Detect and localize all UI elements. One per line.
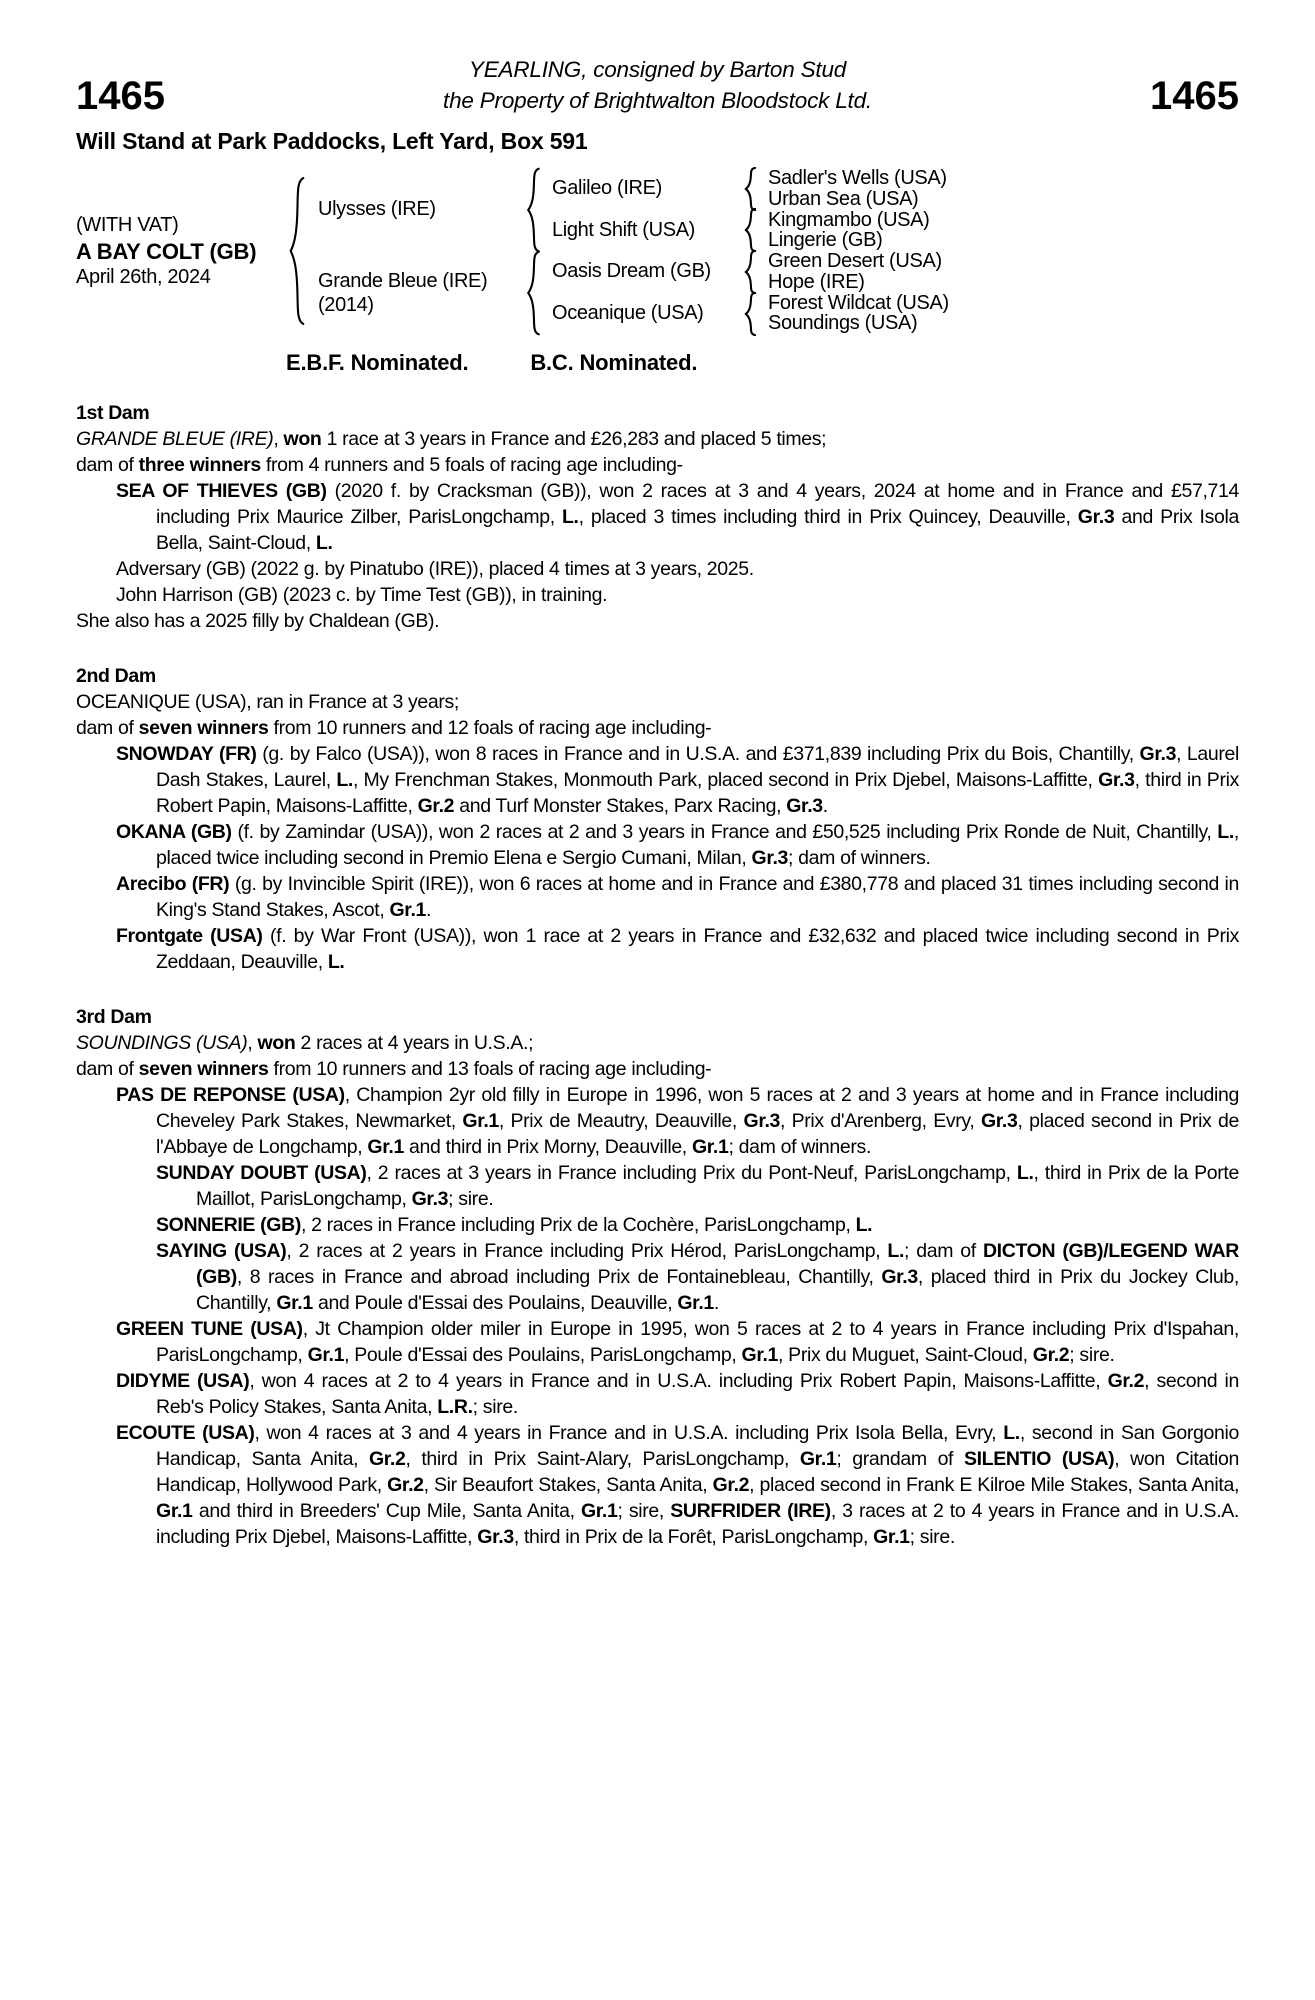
- text-run: , third in Prix de la Porte Maillot, ParisLongchamp,: [196, 1162, 1239, 1211]
- text-run: and Poule d'Essai des Poulains, Deauville,: [312, 1292, 678, 1315]
- text-run: Frontgate (USA): [116, 925, 263, 948]
- subject-horse-name: A BAY COLT (GB): [76, 238, 257, 264]
- text-run: dam of: [76, 454, 139, 477]
- text-run: Gr.1: [799, 1448, 837, 1471]
- granddam-name: Light Shift (USA): [552, 218, 695, 241]
- text-run: , Jt Champion older miler in Europe in 1995, won 5 races at 2 to 4 years in France including Prix d'Ispahan, ParisLongchamp,: [156, 1318, 1239, 1367]
- text-run: Gr.1: [580, 1500, 618, 1523]
- text-run: (g. by Invincible Spirit (IRE)), won 6 races at home and in France and £380,778 and placed 31 times including second in King's Stand Stakes, Ascot,: [156, 873, 1239, 922]
- text-run: L.: [327, 951, 345, 974]
- text-run: Gr.1: [276, 1292, 313, 1315]
- text-run: Gr.1: [677, 1292, 714, 1315]
- text-run: (2020 f. by Cracksman (GB)), won 2 races at 3 and 4 years, 2024 at home and in France and £57,714 including Prix Maurice Zilber, ParisLongchamp,: [156, 480, 1239, 529]
- brace-icon: [744, 292, 768, 336]
- text-run: , Laurel Dash Stakes, Laurel,: [156, 743, 1239, 792]
- section-heading: 3rd Dam: [76, 1006, 152, 1029]
- grandsire-name: Oasis Dream (GB): [552, 260, 711, 283]
- text-run: L.: [315, 532, 333, 555]
- text-run: Gr.2: [1107, 1370, 1145, 1393]
- brace-icon: [744, 250, 768, 294]
- brace-icon: [526, 167, 552, 253]
- lot-number-right: 1465: [1150, 74, 1239, 118]
- text-run: from 10 runners and 12 foals of racing age including-: [268, 717, 712, 740]
- text-run: , Sir Beaufort Stakes, Santa Anita,: [423, 1474, 713, 1497]
- pedigree-text-paragraph: [76, 1160, 1239, 1212]
- text-run: , third in Prix de la Forêt, ParisLongchamp,: [513, 1526, 874, 1549]
- dam-section: [76, 1004, 1239, 1550]
- text-run: ECOUTE (USA): [116, 1422, 255, 1445]
- text-run: , placed 3 times including third in Prix Quincey, Deauville,: [578, 506, 1078, 529]
- text-run: L.: [855, 1214, 873, 1237]
- text-run: Gr.1: [462, 1110, 499, 1133]
- consignor-line: YEARLING, consigned by Barton Stud: [468, 57, 847, 82]
- pedigree-text-paragraph: [76, 1082, 1239, 1160]
- text-run: three winners: [138, 454, 261, 477]
- text-run: Gr.3: [881, 1266, 918, 1289]
- pedigree-text-paragraph: [76, 871, 1239, 923]
- ebf-nominated-label: E.B.F. Nominated.: [286, 350, 469, 376]
- text-run: L.R.: [437, 1396, 473, 1419]
- text-run: GRANDE BLEUE (IRE): [76, 428, 274, 451]
- pedigree-text-paragraph: [76, 819, 1239, 871]
- text-run: L.: [1217, 821, 1234, 844]
- pedigree-text-paragraph: [76, 741, 1239, 819]
- text-run: Gr.2: [712, 1474, 750, 1497]
- bc-nominated-label: B.C. Nominated.: [530, 350, 698, 376]
- pedigree-table: [76, 168, 1239, 334]
- dam-section: [76, 400, 1239, 634]
- text-run: L.: [562, 506, 579, 529]
- text-run: Gr.2: [417, 795, 455, 818]
- pedigree-text-paragraph: [76, 478, 1239, 556]
- grandsire-name: Galileo (IRE): [552, 177, 662, 200]
- text-run: Gr.3: [751, 847, 789, 870]
- ancestor-name: Kingmambo (USA): [768, 208, 930, 231]
- text-run: ; dam of winners.: [728, 1136, 872, 1159]
- text-run: Gr.2: [1032, 1344, 1070, 1367]
- pedigree-text-paragraph: [76, 582, 1239, 608]
- text-run: Gr.3: [1139, 743, 1177, 766]
- text-run: DIDYME (USA): [116, 1370, 250, 1393]
- text-run: L.: [887, 1240, 905, 1263]
- text-run: ,: [247, 1032, 258, 1055]
- text-run: SOUNDINGS (USA): [76, 1032, 248, 1055]
- text-run: She also has a 2025 filly by Chaldean (GB).: [76, 610, 440, 633]
- text-run: Gr.2: [387, 1474, 424, 1497]
- text-run: , 2 races at 3 years in France including Prix du Pont-Neuf, ParisLongchamp,: [366, 1162, 1017, 1185]
- subject-horse-block: [76, 213, 288, 290]
- ancestor-name: Lingerie (GB): [768, 229, 883, 252]
- text-run: , third in Prix Saint-Alary, ParisLongchamp,: [405, 1448, 800, 1471]
- text-run: OKANA (GB): [116, 821, 232, 844]
- text-run: ; grandam of: [836, 1448, 964, 1471]
- text-run: L.: [336, 769, 353, 792]
- text-run: , Prix d'Arenberg, Evry,: [780, 1110, 981, 1133]
- brace-icon: [744, 208, 768, 252]
- dam-sections: [76, 400, 1239, 1550]
- text-run: Gr.1: [367, 1136, 404, 1159]
- text-run: .: [713, 1292, 719, 1315]
- text-run: Gr.1: [389, 899, 427, 922]
- ancestor-name: Urban Sea (USA): [768, 187, 919, 210]
- text-run: SURFRIDER (IRE): [670, 1500, 831, 1523]
- pedigree-text-paragraph: [76, 1316, 1239, 1368]
- text-run: , Prix de Meautry, Deauville,: [498, 1110, 744, 1133]
- pedigree-text-paragraph: [76, 923, 1239, 975]
- text-run: , My Frenchman Stakes, Monmouth Park, placed second in Prix Djebel, Maisons-Laffitte,: [352, 769, 1099, 792]
- pedigree-text-paragraph: [76, 426, 1239, 452]
- text-run: , Prix du Muguet, Saint-Cloud,: [778, 1344, 1033, 1367]
- text-run: , placed third in Prix du Jockey Club, Chantilly,: [196, 1266, 1239, 1315]
- text-run: Gr.2: [368, 1448, 406, 1471]
- granddam-name: Oceanique (USA): [552, 302, 704, 325]
- section-heading: 1st Dam: [76, 402, 150, 425]
- sire-name: Ulysses (IRE): [318, 198, 436, 221]
- text-run: SEA OF THIEVES (GB): [116, 480, 327, 503]
- text-run: Gr.1: [156, 1500, 193, 1523]
- dam-year: (2014): [318, 293, 374, 316]
- text-run: ; sire.: [1069, 1344, 1115, 1367]
- text-run: (f. by Zamindar (USA)), won 2 races at 2 and 3 years in France and £50,525 including Prix Ronde de Nuit, Chantilly,: [231, 821, 1218, 844]
- text-run: (g. by Falco (USA)), won 8 races in France and in U.S.A. and £371,839 including Prix du Bois, Chantilly,: [256, 743, 1140, 766]
- text-run: ; sire.: [909, 1526, 955, 1549]
- text-run: from 4 runners and 5 foals of racing age including-: [260, 454, 683, 477]
- property-line: the Property of Brightwalton Bloodstock Ltd.: [443, 88, 872, 113]
- foaling-date: April 26th, 2024: [76, 265, 211, 288]
- text-run: Gr.3: [786, 795, 823, 818]
- text-run: and Turf Monster Stakes, Parx Racing,: [454, 795, 787, 818]
- ancestor-name: Forest Wildcat (USA): [768, 291, 949, 314]
- text-run: Gr.3: [1098, 769, 1135, 792]
- text-run: SNOWDAY (FR): [116, 743, 257, 766]
- text-run: won: [283, 428, 322, 451]
- text-run: 1 race at 3 years in France and £26,283 and placed 5 times;: [321, 428, 827, 451]
- text-run: dam of: [76, 1058, 139, 1081]
- text-run: , 2 races at 2 years in France including Prix Hérod, ParisLongchamp,: [286, 1240, 888, 1263]
- ancestor-name: Green Desert (USA): [768, 250, 942, 273]
- ancestor-name: Sadler's Wells (USA): [768, 166, 947, 189]
- text-run: SAYING (USA): [156, 1240, 287, 1263]
- text-run: SONNERIE (GB): [156, 1214, 301, 1237]
- text-run: seven winners: [138, 1058, 269, 1081]
- text-run: , placed twice including second in Premio Elena e Sergio Cumani, Milan,: [156, 821, 1239, 870]
- text-run: .: [822, 795, 828, 818]
- ancestor-name: Hope (IRE): [768, 270, 865, 293]
- text-run: ; dam of: [904, 1240, 983, 1263]
- text-run: won: [257, 1032, 296, 1055]
- text-run: John Harrison (GB) (2023 c. by Time Test (GB)), in training.: [116, 584, 608, 607]
- lot-number-left: 1465: [76, 74, 165, 118]
- pedigree-text-paragraph: [76, 1420, 1239, 1550]
- pedigree-text-paragraph: [76, 689, 1239, 715]
- text-run: , second in Reb's Policy Stakes, Santa Anita,: [156, 1370, 1239, 1419]
- text-run: , 3 races at 2 to 4 years in France and in U.S.A. including Prix Djebel, Maisons-Laffitte,: [156, 1500, 1239, 1549]
- text-run: ; sire.: [472, 1396, 518, 1419]
- text-run: , 8 races in France and abroad including Prix de Fontainebleau, Chantilly,: [236, 1266, 882, 1289]
- brace-icon: [744, 167, 768, 211]
- pedigree-text-paragraph: [76, 556, 1239, 582]
- text-run: PAS DE REPONSE (USA): [116, 1084, 345, 1107]
- text-run: SILENTIO (USA): [963, 1448, 1115, 1471]
- pedigree-text-paragraph: [76, 1056, 1239, 1082]
- text-run: ; dam of winners.: [788, 847, 931, 870]
- text-run: Gr.3: [1077, 506, 1115, 529]
- text-run: ; sire,: [617, 1500, 671, 1523]
- text-run: GREEN TUNE (USA): [116, 1318, 303, 1341]
- text-run: and Prix Isola Bella, Saint-Cloud,: [156, 506, 1239, 555]
- text-run: dam of: [76, 717, 139, 740]
- text-run: L.: [1016, 1162, 1034, 1185]
- text-run: Gr.1: [691, 1136, 729, 1159]
- dam-name: Grande Bleue (IRE): [318, 269, 488, 292]
- section-heading: 2nd Dam: [76, 665, 156, 688]
- stand-location-line: Will Stand at Park Paddocks, Left Yard, Box 591: [76, 128, 588, 154]
- text-run: Gr.3: [743, 1110, 781, 1133]
- text-run: seven winners: [138, 717, 269, 740]
- text-run: and third in Breeders' Cup Mile, Santa Anita,: [192, 1500, 581, 1523]
- text-run: Gr.1: [741, 1344, 779, 1367]
- text-run: , Poule d'Essai des Poulains, ParisLongchamp,: [344, 1344, 742, 1367]
- dam-section: [76, 663, 1239, 975]
- ancestor-name: Soundings (USA): [768, 312, 918, 335]
- text-run: (f. by War Front (USA)), won 1 race at 2 years in France and £32,632 and placed twice including second in Prix Zeddaan, Deauville,: [156, 925, 1239, 974]
- text-run: Gr.3: [477, 1526, 514, 1549]
- text-run: , won Citation Handicap, Hollywood Park,: [156, 1448, 1239, 1497]
- text-run: DICTON (GB)/LEGEND WAR (GB): [196, 1240, 1239, 1289]
- dam-name-block: [318, 269, 526, 317]
- text-run: Gr.3: [411, 1188, 449, 1211]
- text-run: from 10 runners and 13 foals of racing age including-: [268, 1058, 712, 1081]
- text-run: , Champion 2yr old filly in Europe in 1996, won 5 races at 2 and 3 years at home and in France including Cheveley Park Stakes, Newmarket,: [156, 1084, 1239, 1133]
- text-run: , placed second in Prix de l'Abbaye de Longchamp,: [156, 1110, 1239, 1159]
- text-run: Gr.1: [873, 1526, 910, 1549]
- pedigree-text-paragraph: [76, 452, 1239, 478]
- text-run: , 2 races in France including Prix de la Cochère, ParisLongchamp,: [300, 1214, 856, 1237]
- text-run: , won 4 races at 3 and 4 years in France and in U.S.A. including Prix Isola Bella, Evry,: [254, 1422, 1004, 1445]
- pedigree-text-paragraph: [76, 608, 1239, 634]
- text-run: , third in Prix Robert Papin, Maisons-Laffitte,: [156, 769, 1239, 818]
- text-run: , second in San Gorgonio Handicap, Santa Anita,: [156, 1422, 1239, 1471]
- text-run: ; sire.: [448, 1188, 494, 1211]
- text-run: Gr.1: [307, 1344, 345, 1367]
- text-run: .: [426, 899, 432, 922]
- text-run: L.: [1003, 1422, 1020, 1445]
- text-run: OCEANIQUE (USA), ran in France at 3 years;: [76, 691, 460, 714]
- pedigree-text-paragraph: [76, 715, 1239, 741]
- text-run: ,: [273, 428, 284, 451]
- header-center: [236, 54, 1079, 116]
- text-run: 2 races at 4 years in U.S.A.;: [295, 1032, 534, 1055]
- text-run: , placed second in Frank E Kilroe Mile Stakes, Santa Anita,: [749, 1474, 1240, 1497]
- pedigree-text-paragraph: [76, 1368, 1239, 1420]
- pedigree-text-paragraph: [76, 1212, 1239, 1238]
- text-run: , won 4 races at 2 to 4 years in France and in U.S.A. including Prix Robert Papin, Maisons-Laffitte,: [249, 1370, 1108, 1393]
- vat-note: (WITH VAT): [76, 213, 179, 236]
- page-header: [76, 54, 1239, 116]
- text-run: Arecibo (FR): [116, 873, 230, 896]
- text-run: SUNDAY DOUBT (USA): [156, 1162, 367, 1185]
- brace-icon: [526, 250, 552, 336]
- nomination-line: [76, 350, 1239, 376]
- text-run: Adversary (GB) (2022 g. by Pinatubo (IRE)), placed 4 times at 3 years, 2025.: [116, 558, 754, 581]
- pedigree-text-paragraph: [76, 1238, 1239, 1316]
- pedigree-text-paragraph: [76, 1030, 1239, 1056]
- brace-icon: [288, 175, 318, 327]
- text-run: Gr.3: [980, 1110, 1018, 1133]
- text-run: and third in Prix Morny, Deauville,: [403, 1136, 692, 1159]
